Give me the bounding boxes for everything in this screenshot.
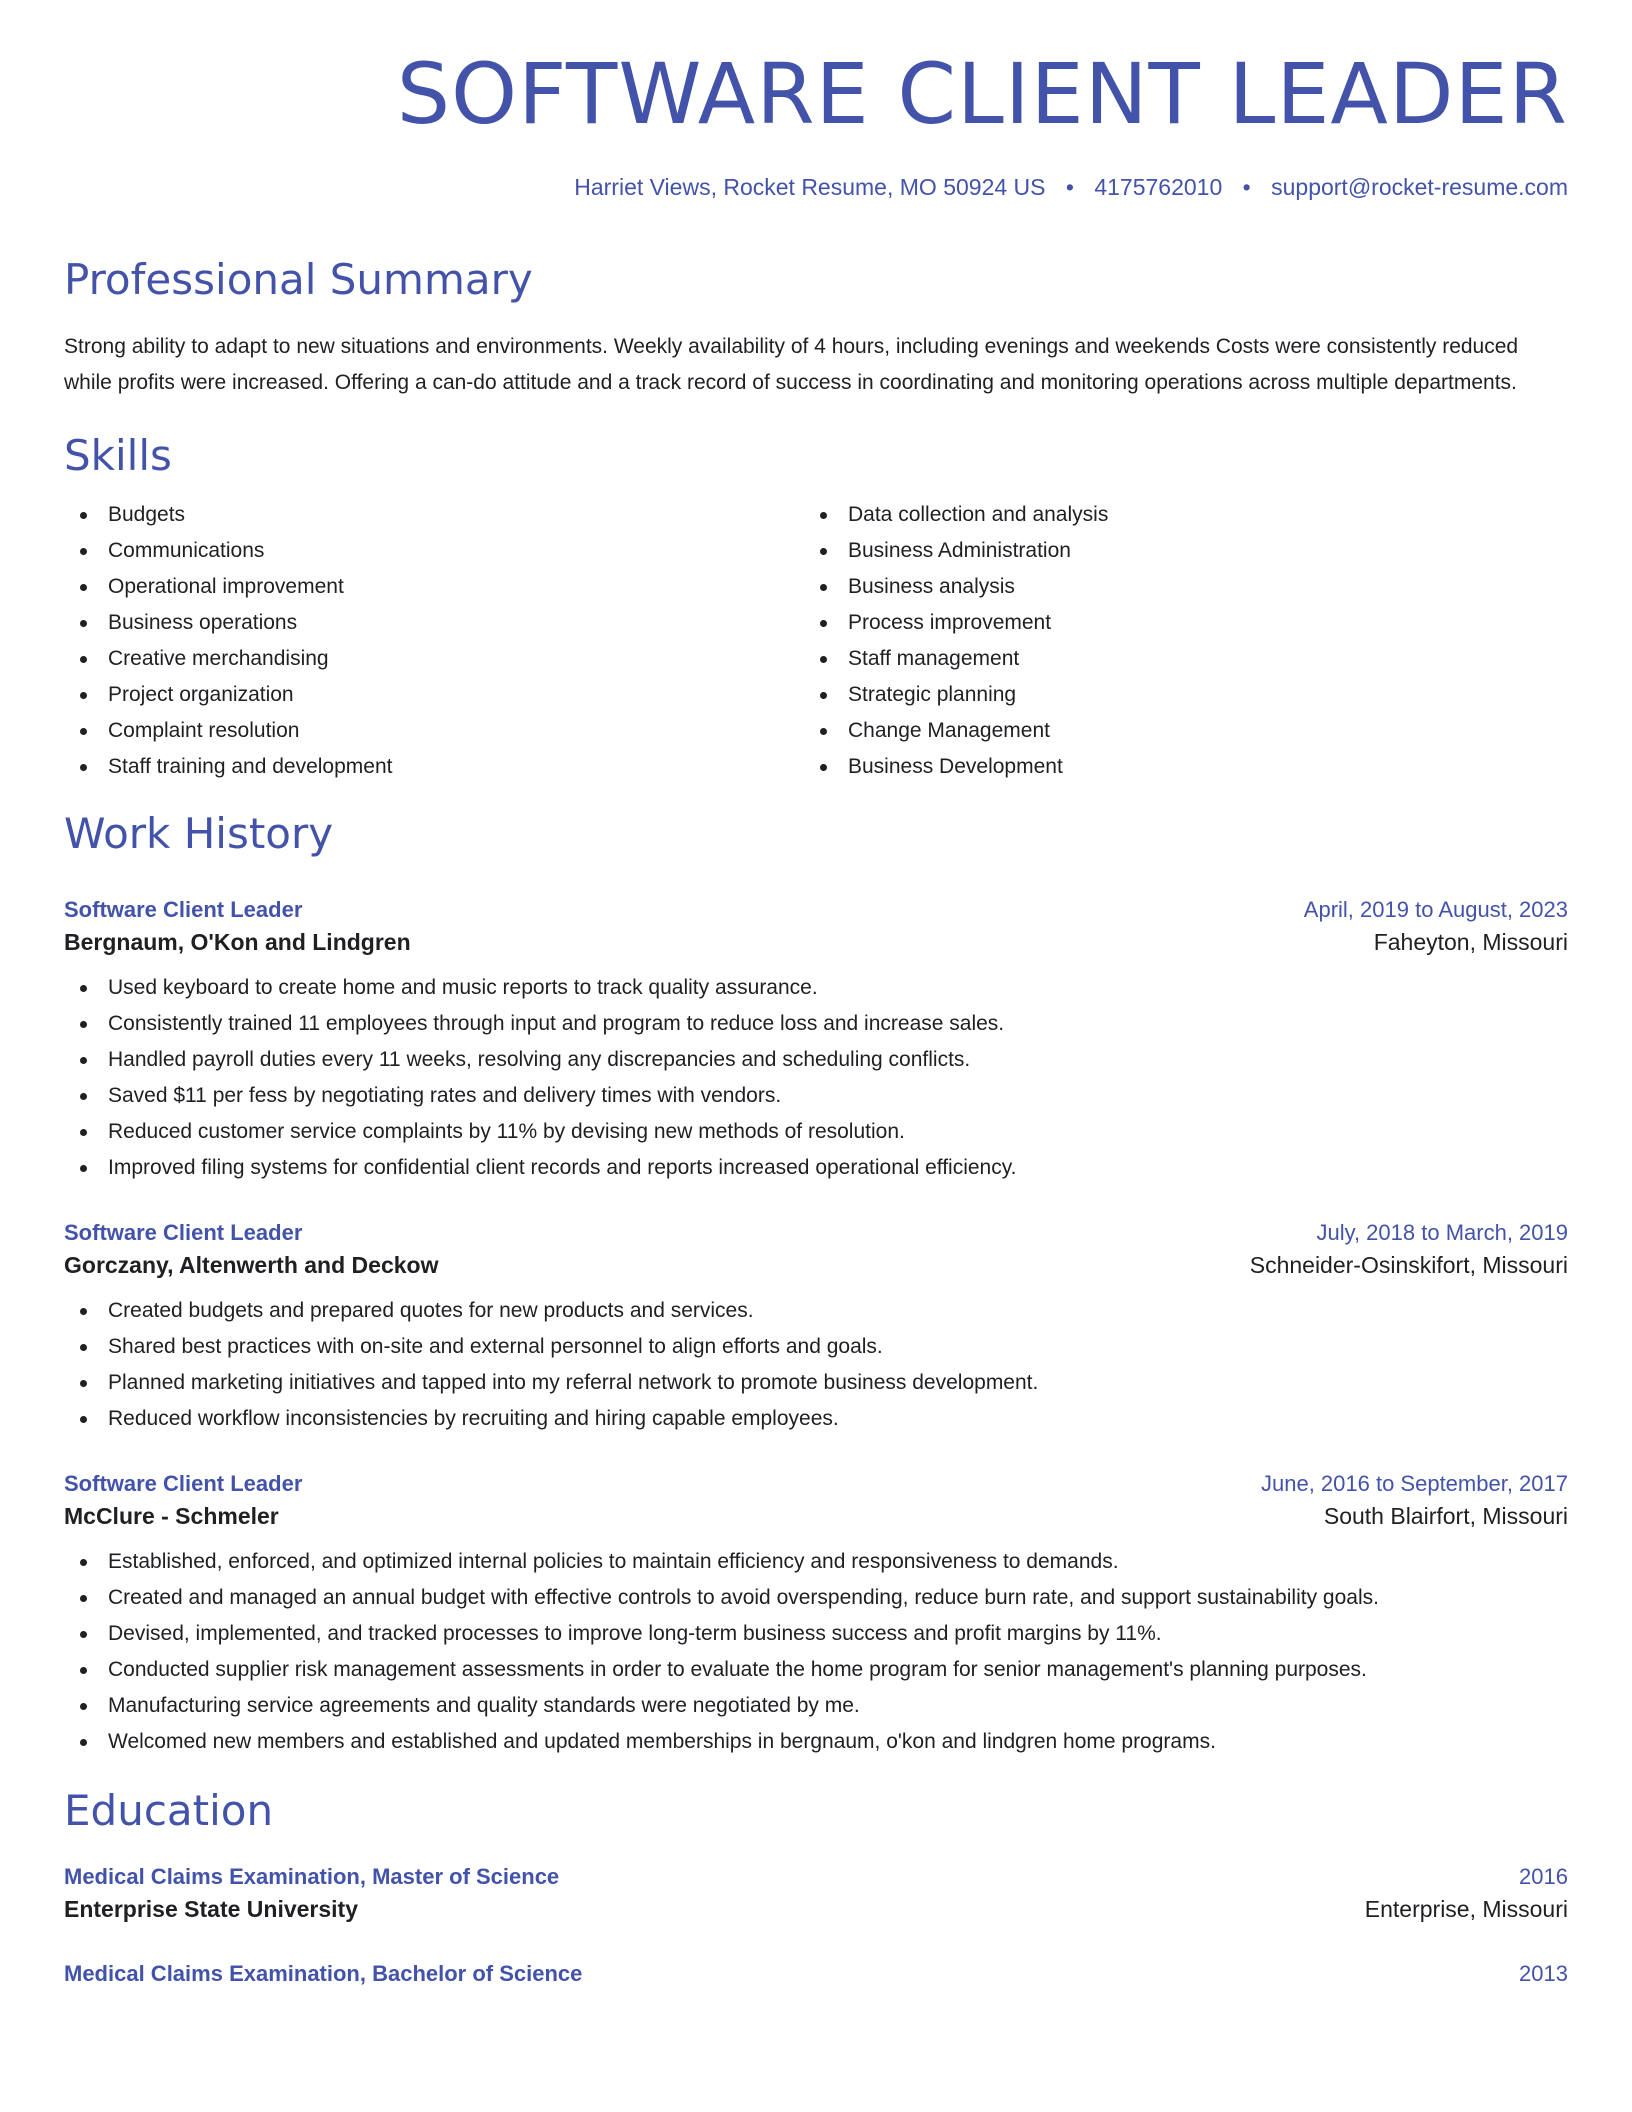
education-entry (64, 1961, 1568, 1987)
job-company: McClure - Schmeler (64, 1503, 279, 1529)
job-dates: July, 2018 to March, 2019 (1316, 1220, 1568, 1245)
skill-item: Staff management (804, 641, 1544, 677)
skill-item: Process improvement (804, 605, 1544, 641)
job-company-row (64, 1252, 1568, 1279)
skill-item: Budgets (64, 497, 804, 533)
job-bullets (64, 1293, 1568, 1437)
job-bullet: Welcomed new members and established and updated memberships in bergnaum, o'kon and lindgren home programs. (64, 1724, 1568, 1760)
job-bullet: Reduced customer service complaints by 11% by devising new methods of resolution. (64, 1114, 1568, 1150)
job-company-row (64, 929, 1568, 956)
job-header-row (64, 1471, 1568, 1497)
skill-item: Creative merchandising (64, 641, 804, 677)
job-entry (64, 1471, 1568, 1760)
job-company: Bergnaum, O'Kon and Lindgren (64, 929, 411, 955)
skill-item: Strategic planning (804, 677, 1544, 713)
education-header-row (64, 1864, 1568, 1890)
skills-list-right (804, 497, 1544, 785)
education-heading: Education (64, 1786, 274, 1835)
skills-columns (64, 497, 1568, 785)
skill-item: Staff training and development (64, 749, 804, 785)
job-location: Faheyton, Missouri (1373, 929, 1568, 955)
job-bullet: Improved filing systems for confidential client records and reports increased operational efficiency. (64, 1150, 1568, 1186)
job-company: Gorczany, Altenwerth and Deckow (64, 1252, 439, 1278)
education-location: Enterprise, Missouri (1364, 1896, 1568, 1922)
education-header-row (64, 1961, 1568, 1987)
summary-heading: Professional Summary (64, 255, 533, 304)
job-bullet: Shared best practices with on-site and external personnel to align efforts and goals. (64, 1329, 1568, 1365)
job-title: Software Client Leader (64, 897, 303, 922)
contact-email: support@rocket-resume.com (1271, 174, 1568, 200)
job-bullet: Handled payroll duties every 11 weeks, resolving any discrepancies and scheduling conflicts. (64, 1042, 1568, 1078)
contact-separator: • (1242, 174, 1251, 200)
job-bullet: Manufacturing service agreements and quality standards were negotiated by me. (64, 1688, 1568, 1724)
job-bullets (64, 970, 1568, 1186)
contact-phone: 4175762010 (1094, 174, 1223, 200)
job-bullet: Reduced workflow inconsistencies by recruiting and hiring capable employees. (64, 1401, 1568, 1437)
work-history-section (64, 809, 1568, 1760)
job-bullet: Planned marketing initiatives and tapped into my referral network to promote business development. (64, 1365, 1568, 1401)
skill-item: Complaint resolution (64, 713, 804, 749)
job-entry (64, 897, 1568, 1186)
job-dates: April, 2019 to August, 2023 (1303, 897, 1568, 922)
job-header-row (64, 1220, 1568, 1246)
skill-item: Change Management (804, 713, 1544, 749)
education-school: Enterprise State University (64, 1896, 359, 1922)
job-bullet: Conducted supplier risk management assessments in order to evaluate the home program for senior management's planning purposes. (64, 1652, 1568, 1688)
skills-section (64, 431, 1568, 785)
education-school-row (64, 1896, 1568, 1923)
education-degree: Medical Claims Examination, Master of Science (64, 1864, 560, 1889)
skill-item: Communications (64, 533, 804, 569)
job-location: South Blairfort, Missouri (1323, 1503, 1568, 1529)
skills-heading: Skills (64, 431, 172, 480)
job-header-row (64, 897, 1568, 923)
contact-line (64, 174, 1568, 201)
job-bullets (64, 1544, 1568, 1760)
skill-item: Business Administration (804, 533, 1544, 569)
work-history-heading: Work History (64, 809, 334, 858)
job-bullet: Used keyboard to create home and music reports to track quality assurance. (64, 970, 1568, 1006)
job-bullet: Saved $11 per fess by negotiating rates and delivery times with vendors. (64, 1078, 1568, 1114)
skill-item: Business Development (804, 749, 1544, 785)
job-dates: June, 2016 to September, 2017 (1260, 1471, 1568, 1496)
contact-separator: • (1065, 174, 1074, 200)
skills-list-left (64, 497, 804, 785)
summary-section (64, 255, 1568, 401)
job-bullet: Created budgets and prepared quotes for new products and services. (64, 1293, 1568, 1329)
education-section (64, 1786, 1568, 1987)
skill-item: Data collection and analysis (804, 497, 1544, 533)
job-location: Schneider-Osinskifort, Missouri (1249, 1252, 1568, 1278)
job-bullet: Consistently trained 11 employees through input and program to reduce loss and increase sales. (64, 1006, 1568, 1042)
education-degree: Medical Claims Examination, Bachelor of Science (64, 1961, 583, 1986)
job-bullet: Established, enforced, and optimized internal policies to maintain efficiency and responsiveness to demands. (64, 1544, 1568, 1580)
education-entry (64, 1864, 1568, 1923)
skill-item: Business analysis (804, 569, 1544, 605)
skill-item: Project organization (64, 677, 804, 713)
education-year: 2013 (1519, 1961, 1568, 1986)
job-title: Software Client Leader (64, 1471, 303, 1496)
job-bullet: Devised, implemented, and tracked processes to improve long-term business success and profit margins by 11%. (64, 1616, 1568, 1652)
job-bullet: Created and managed an annual budget with effective controls to avoid overspending, reduce burn rate, and support sustainability goals. (64, 1580, 1568, 1616)
job-entry (64, 1220, 1568, 1437)
job-title: Software Client Leader (64, 1220, 303, 1245)
skill-item: Business operations (64, 605, 804, 641)
summary-text: Strong ability to adapt to new situations and environments. Weekly availability of 4 hours, including evenings and weekends Costs were consistently reduced while profits were increased. Offering a can-do attitude and a track record of success in coordinating and monitoring operations across multiple departments. (64, 335, 1519, 394)
contact-address: Harriet Views, Rocket Resume, MO 50924 US (574, 174, 1046, 200)
education-year: 2016 (1519, 1864, 1568, 1889)
candidate-title: SOFTWARE CLIENT LEADER (396, 45, 1568, 143)
skill-item: Operational improvement (64, 569, 804, 605)
resume-header (64, 45, 1568, 201)
job-company-row (64, 1503, 1568, 1530)
